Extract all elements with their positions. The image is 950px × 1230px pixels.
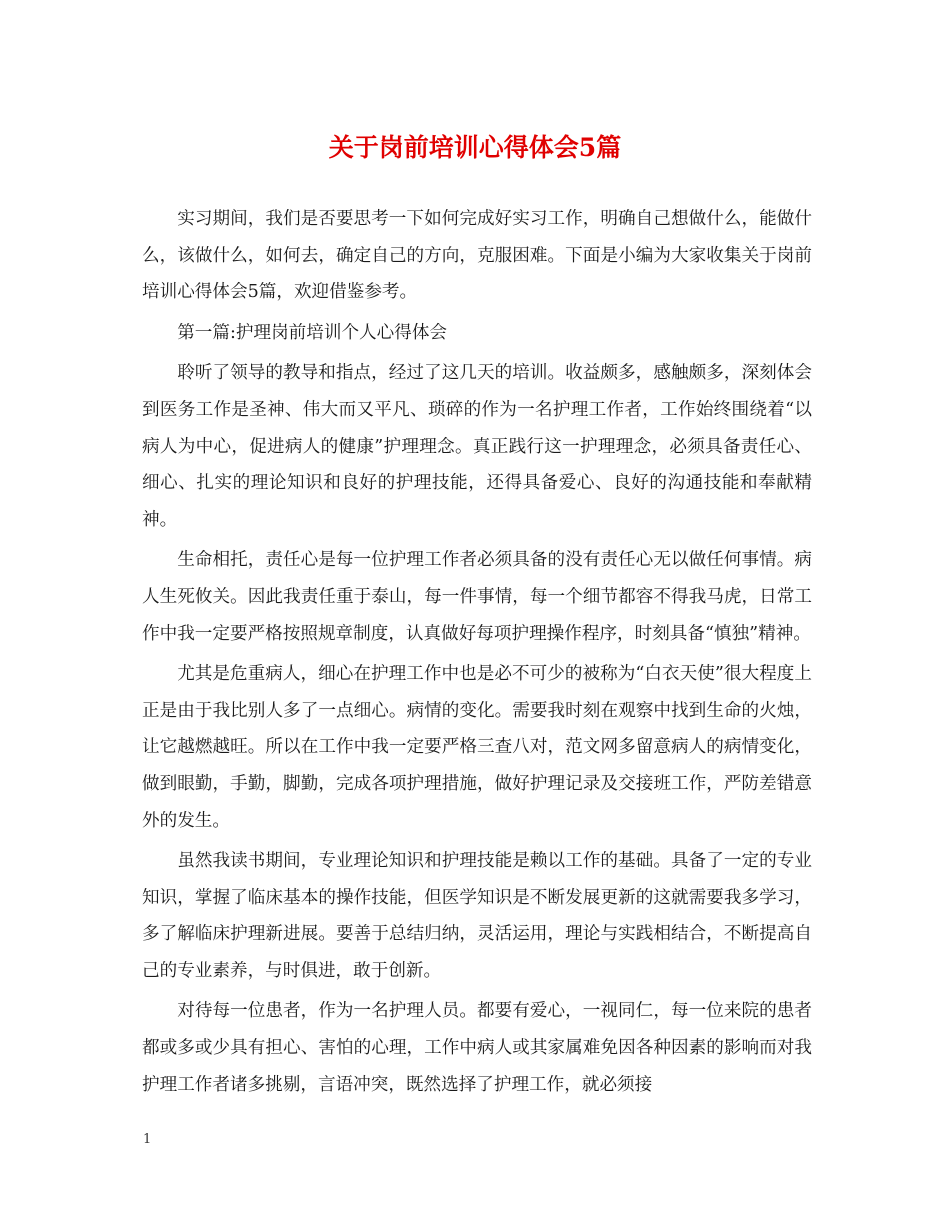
- paragraph-intro: 实习期间，我们是否要思考一下如何完成好实习工作，明确自己想做什么，能做什么，该做什么，如何去，确定自己的方向，克服困难。下面是小编为大家收集关于岗前培训心得体会5篇，欢迎借鉴参考。: [142, 209, 812, 303]
- paragraph: 生命相托，责任心是每一位护理工作者必须具备的没有责任心无以做任何事情。病人生死攸关。因此我责任重于泰山，每一件事情，每一个细节都容不得我马虎，日常工作中我一定要严格按照规章制度，认真做好每项护理操作程序，时刻具备“慎独”精神。: [142, 550, 812, 644]
- paragraph: 聆听了领导的教导和指点，经过了这几天的培训。收益颇多，感触颇多，深刻体会到医务工作是圣神、伟大而又平凡、琐碎的作为一名护理工作者，工作始终围绕着“以病人为中心，促进病人的健康”护理理念。真正践行这一护理理念，必须具备责任心、细心、扎实的理论知识和良好的护理技能，还得具备爱心、良好的沟通技能和奉献精神。: [142, 363, 812, 530]
- document-body: [142, 201, 812, 1107]
- document-title: 关于岗前培训心得体会5篇: [328, 133, 622, 162]
- section-heading: 第一篇:护理岗前培训个人心得体会: [177, 322, 448, 343]
- page-number: 1: [143, 1132, 152, 1147]
- paragraph: 虽然我读书期间，专业理论知识和护理技能是赖以工作的基础。具备了一定的专业知识，掌握了临床基本的操作技能，但医学知识是不断发展更新的这就需要我多学习，多了解临床护理新进展。要善于总结归纳，灵活运用，理论与实践相结合，不断提高自己的专业素养，与时俱进，敢于创新。: [142, 851, 812, 981]
- paragraph: 尤其是危重病人，细心在护理工作中也是必不可少的被称为“白衣天使”很大程度上正是由于我比别人多了一点细心。病情的变化。需要我时刻在观察中找到生命的火烛，让它越燃越旺。所以在工作中我一定要严格三查八对，范文网多留意病人的病情变化，做到眼勤，手勤，脚勤，完成各项护理措施，做好护理记录及交接班工作，严防差错意外的发生。: [142, 664, 812, 831]
- paragraph: 对待每一位患者，作为一名护理人员。都要有爱心，一视同仁，每一位来院的患者都或多或少具有担心、害怕的心理，工作中病人或其家属难免因各种因素的影响而对我护理工作者诸多挑剔，言语冲突，既然选择了护理工作，就必须接: [142, 1001, 812, 1095]
